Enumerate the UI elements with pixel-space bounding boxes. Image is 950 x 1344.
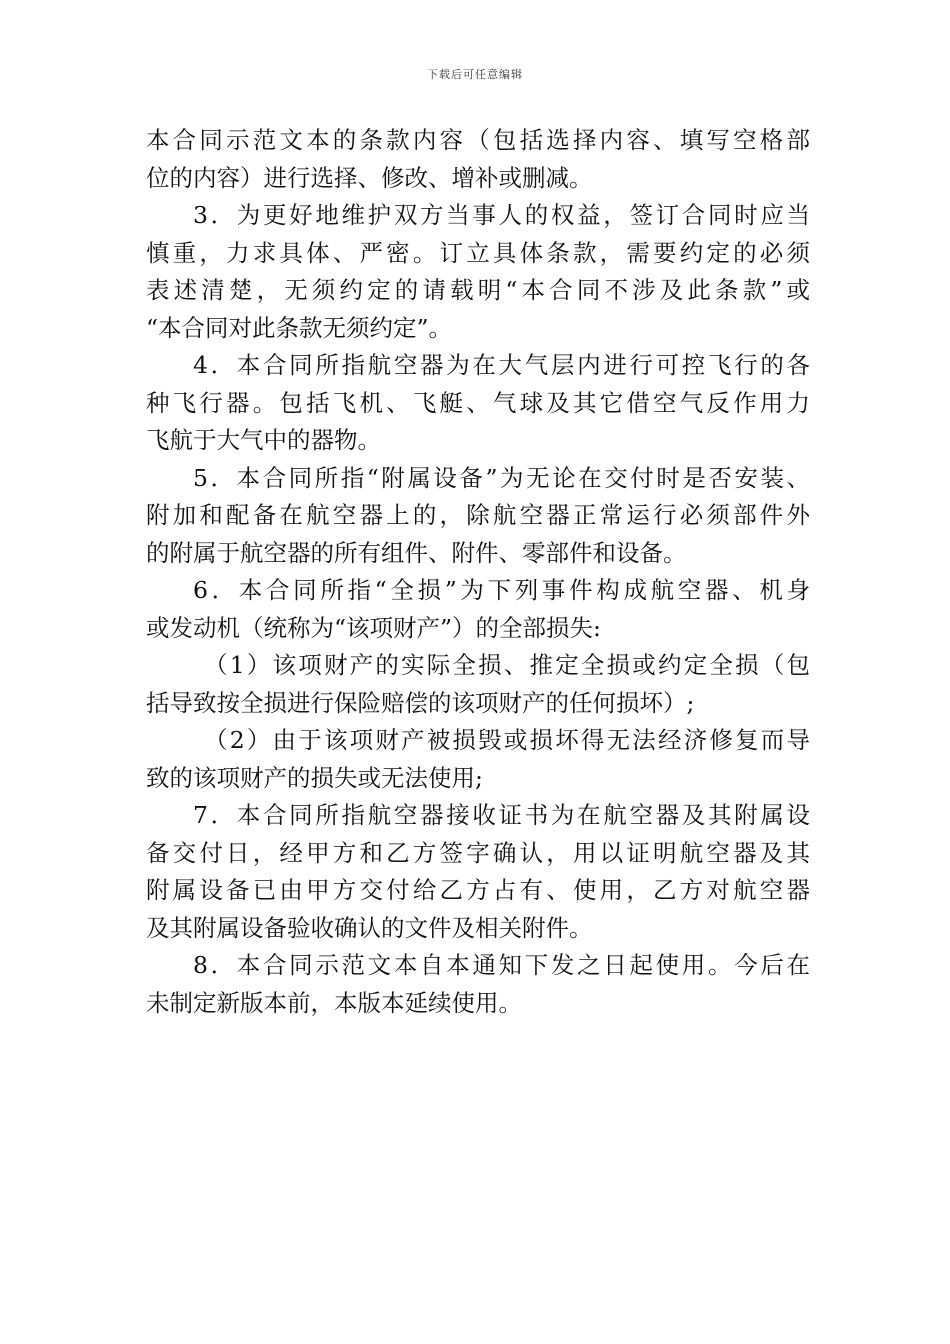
text-line: （2）由于该项财产被损毁或损坏得无法经济修复而导 [204,726,810,754]
text-line: 备交付日，经甲方和乙方签字确认，用以证明航空器及其 [146,838,810,867]
page-header: 下载后可任意编辑 [427,68,523,81]
text-line: 表述清楚，无须约定的请载明“本合同不涉及此条款”或 [146,276,810,304]
text-line: 7．本合同所指航空器接收证书为在航空器及其附属设 [193,801,810,829]
text-line: 及其附属设备验收确认的文件及相关附件。 [146,913,593,942]
text-line: 飞航于大气中的器物。 [146,426,381,454]
text-line: 3．为更好地维护双方当事人的权益，签订合同时应当 [193,201,810,229]
text-line: 附加和配备在航空器上的，除航空器正常运行必须部件外 [146,501,810,529]
text-line: 附属设备已由甲方交付给乙方占有、使用，乙方对航空器 [146,876,810,904]
text-line: 慎重，力求具体、严密。订立具体条款，需要约定的必须 [146,238,810,267]
text-line: 未制定新版本前，本版本延续使用。 [146,988,522,1017]
text-line: 种飞行器。包括飞机、飞艇、气球及其它借空气反作用力 [146,388,810,417]
text-line: 致的该项财产的损失或无法使用; [146,763,483,792]
text-line: “本合同对此条款无须约定”。 [146,313,453,342]
text-line: 8．本合同示范文本自本通知下发之日起使用。今后在 [193,951,810,979]
text-line: （1）该项财产的实际全损、推定全损或约定全损（包 [204,651,810,679]
document-body [146,122,810,1022]
text-line: 本合同示范文本的条款内容（包括选择内容、填写空格部 [146,126,810,154]
text-line: 4．本合同所指航空器为在大气层内进行可控飞行的各 [193,351,810,379]
text-line: 5．本合同所指“附属设备”为无论在交付时是否安装、 [193,463,810,492]
text-line: 位的内容）进行选择、修改、增补或删减。 [146,163,593,192]
text-line: 或发动机（统称为“该项财产”）的全部损失: [146,613,601,642]
text-line: 6．本合同所指“全损”为下列事件构成航空器、机身 [193,576,810,604]
text-line: 的附属于航空器的所有组件、附件、零部件和设备。 [146,538,687,567]
text-line: 括导致按全损进行保险赔偿的该项财产的任何损坏）; [146,688,695,717]
